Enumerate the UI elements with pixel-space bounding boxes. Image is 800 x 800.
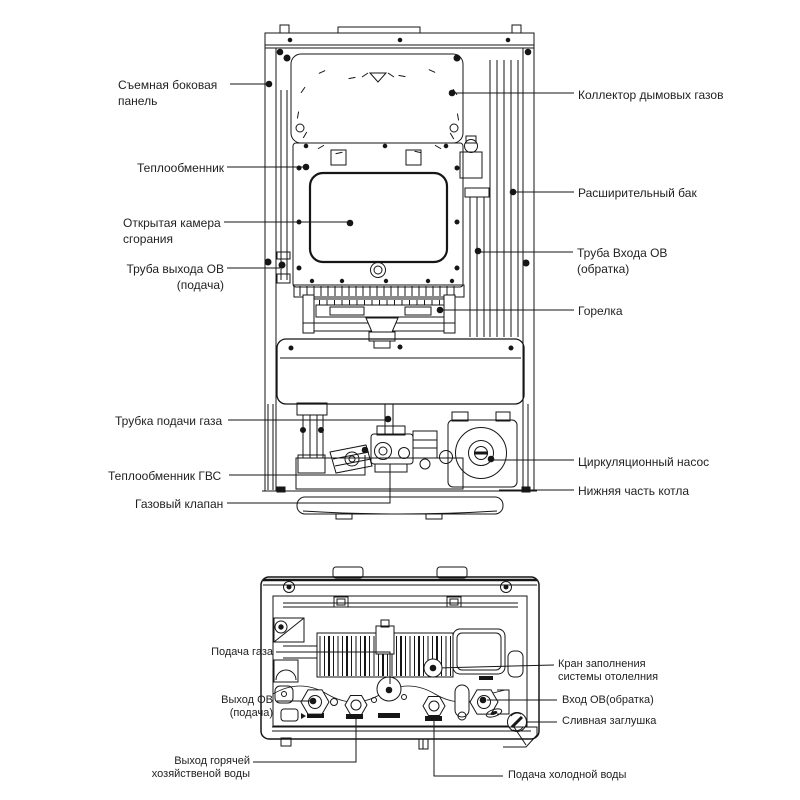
control-box [453, 629, 523, 677]
boiler-bottom-view [261, 567, 539, 749]
label-open-combustion-chamber: Открытая камера сгорания [123, 216, 221, 246]
burner-assembly [265, 259, 529, 348]
label-ch-outlet-pipe: Труба выхода ОВ (подача) [126, 262, 224, 292]
bottom-view-skirt [272, 727, 537, 749]
label-ch-inlet-pipe: Труба Входа ОВ (обратка) [577, 246, 668, 276]
label-ch-outlet: Выход ОВ (подача) [221, 694, 273, 719]
cold-water-connector [423, 697, 445, 716]
label-dhw-heat-exchanger: Теплообменник ГВС [108, 469, 222, 483]
ch-inlet-pipe-column [465, 188, 489, 337]
label-ch-inlet: Вход ОВ(обратка) [562, 694, 654, 706]
burner-gas-feed [366, 318, 398, 332]
circulation-pump-shape [448, 412, 517, 487]
label-filling-valve: Кран заполнения системы отолелния [558, 658, 659, 683]
label-drain-plug: Сливная заглушка [562, 715, 657, 727]
drain-plug-shape [508, 713, 527, 732]
ch-outlet-pipe-column [277, 90, 290, 283]
label-boiler-lower-part: Нижняя часть котла [578, 484, 690, 498]
combustion-window [310, 173, 447, 262]
label-gas-supply: Подача газа [211, 646, 273, 658]
bottom-skirt [297, 497, 503, 519]
label-gas-valve: Газовый клапан [135, 497, 224, 511]
label-circulation-pump: Циркуляционный насос [578, 455, 710, 469]
gas-valve-shape [371, 426, 413, 472]
boiler-front-open-view [262, 25, 537, 519]
label-cold-water-supply: Подача холодной воды [508, 769, 627, 781]
flue-triangle-mark [370, 73, 386, 82]
dhw-outlet-connector [345, 696, 367, 715]
combustion-chamber-plate [293, 143, 463, 287]
label-heat-exchanger: Теплообменник [137, 161, 225, 175]
label-expansion-tank: Расширительный бак [578, 186, 697, 200]
leader-dots [266, 81, 517, 705]
top-tab-left [280, 25, 289, 33]
expansion-tank-lines [490, 60, 518, 337]
top-tab-right [512, 25, 521, 33]
label-dhw-outlet: Выход горячей хозяйственой воды [151, 755, 250, 780]
sight-glass [371, 263, 386, 278]
flue-gas-collector-panel [284, 54, 463, 154]
label-burner: Горелка [578, 304, 623, 318]
label-removable-side-panel: Съемная боковая панель [118, 78, 218, 108]
ch-inlet-connector [470, 690, 509, 714]
label-gas-supply-tube: Трубка подачи газа [115, 414, 223, 428]
side-panels [265, 48, 534, 491]
middle-panel-band [277, 339, 524, 404]
top-tab-center [338, 27, 420, 33]
label-flue-gas-collector: Коллектор дымовых газов [578, 88, 724, 102]
